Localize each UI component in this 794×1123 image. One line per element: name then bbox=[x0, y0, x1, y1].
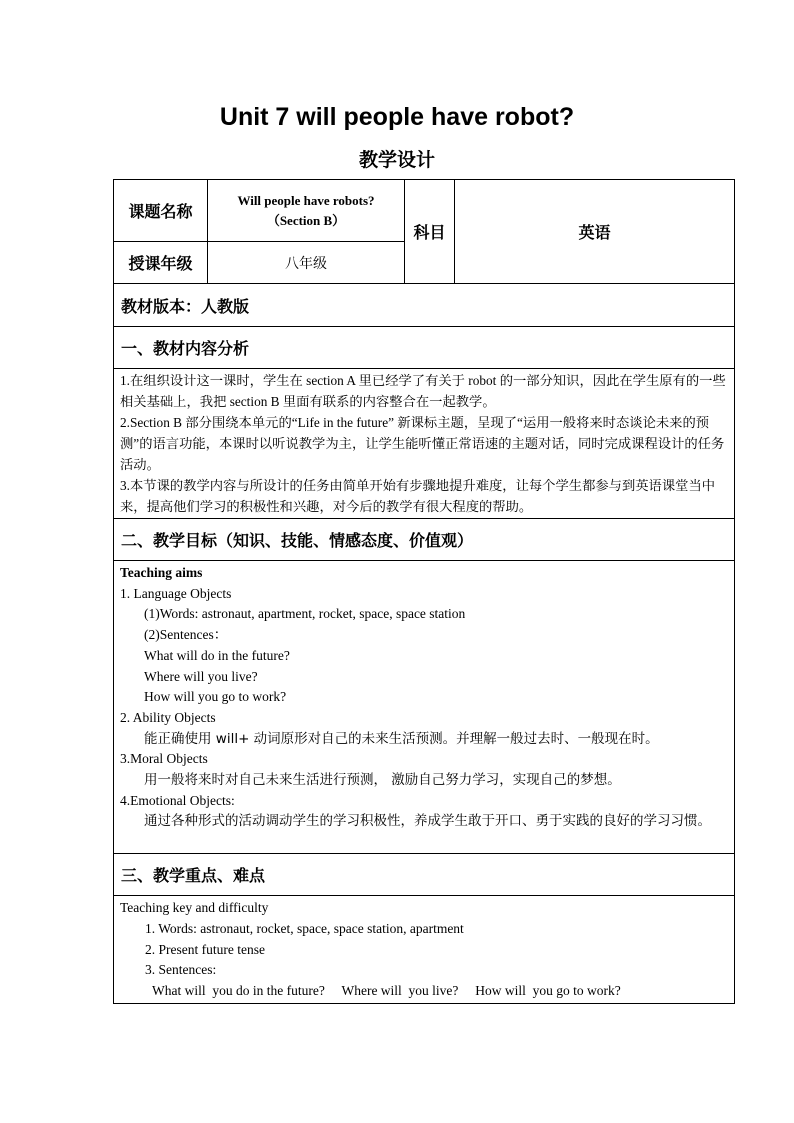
topic-value bbox=[208, 180, 405, 242]
topic-label: 课题名称 bbox=[114, 180, 208, 242]
key-item-1: 1. Words: astronaut, rocket, space, space station, apartment bbox=[145, 920, 464, 936]
content-analysis bbox=[114, 369, 735, 519]
key-title: Teaching key and difficulty bbox=[120, 900, 269, 915]
document-subtitle: 教学设计 bbox=[358, 149, 435, 171]
emotional-text: 通过各种形式的活动调动学生的学习积极性，养成学生敢于开口、勇于实践的良好的学习习惯。 bbox=[144, 813, 711, 830]
textbook-edition: 教材版本：人教版 bbox=[114, 284, 735, 327]
subject-value: 英语 bbox=[455, 180, 735, 284]
subject-label: 科目 bbox=[405, 180, 455, 284]
aims-title: Teaching aims bbox=[120, 565, 203, 580]
analysis-paragraph-2: 2.Section B 部分围绕本单元的“Life in the future” 新课标主题，呈现了“运用一般将来时态谈论未来的预测”的语言功能，本课时以听说教学为主，让学生能听懂正常语速的主题对话，同时完成课程设计的任务活动。 bbox=[120, 415, 725, 472]
lesson-plan-table bbox=[113, 179, 735, 1004]
emotional-objects: 4.Emotional Objects: bbox=[120, 792, 235, 808]
document-title: Unit 7 will people have robot? bbox=[219, 103, 575, 131]
key-sentences: What will you do in the future? Where will you live? How will you go to work? bbox=[152, 983, 621, 999]
section1-heading: 一、教材内容分析 bbox=[114, 327, 735, 369]
ability-text: 能正确使用 will+ 动词原形对自己的未来生活预测。并理解一般过去时、一般现在时。 bbox=[144, 730, 659, 747]
language-objects: 1. Language Objects bbox=[120, 585, 232, 601]
moral-text: 用一般将来时对自己未来生活进行预测， 激励自己努力学习，实现自己的梦想。 bbox=[144, 772, 621, 789]
sentences-label: (2)Sentences： bbox=[144, 627, 228, 643]
analysis-paragraph-1: 1.在组织设计这一课时，学生在 section A 里已经学了有关于 robot 的一部分知识，因此在学生原有的一些相关基础上，我把 section B 里面有联系的内容整合在一起教学。 bbox=[120, 373, 726, 409]
aim-sentence: How will you go to work? bbox=[144, 689, 287, 705]
moral-objects: 3.Moral Objects bbox=[120, 751, 208, 767]
section2-heading: 二、教学目标（知识、技能、情感态度、价值观） bbox=[114, 519, 735, 561]
key-item-2: 2. Present future tense bbox=[145, 941, 265, 957]
ability-objects: 2. Ability Objects bbox=[120, 709, 216, 725]
topic-line-1: Will people have robots? bbox=[237, 192, 375, 208]
teaching-aims bbox=[114, 561, 735, 854]
words-line: (1)Words: astronaut, apartment, rocket, space, space station bbox=[144, 606, 466, 622]
aim-sentence: Where will you live? bbox=[144, 668, 258, 684]
section3-heading: 三、教学重点、难点 bbox=[114, 854, 735, 896]
grade-label: 授课年级 bbox=[114, 242, 208, 284]
topic-line-2: （Section B） bbox=[266, 212, 346, 228]
key-item-3: 3. Sentences: bbox=[145, 962, 217, 978]
key-difficulty bbox=[114, 896, 735, 1004]
aim-sentence: What will do in the future? bbox=[144, 647, 290, 663]
grade-value: 八年级 bbox=[208, 242, 405, 284]
analysis-paragraph-3: 3.本节课的教学内容与所设计的任务由简单开始有步骤地提升难度，让每个学生都参与到英语课堂当中来，提高他们学习的积极性和兴趣，对今后的教学有很大程度的帮助。 bbox=[120, 478, 716, 514]
